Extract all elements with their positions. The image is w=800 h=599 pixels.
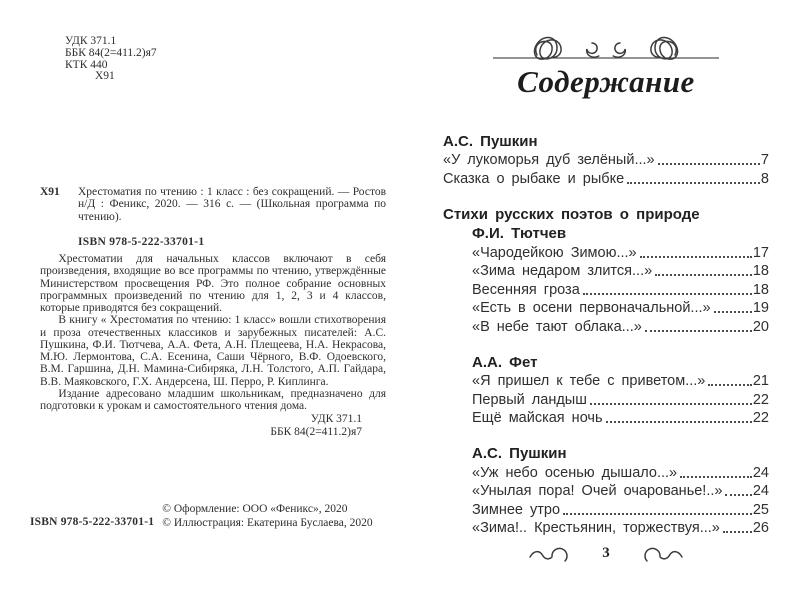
toc-entry-title: Весенняя гроза	[472, 281, 580, 298]
dot-leader	[655, 274, 752, 276]
toc-entry-page: 7	[760, 152, 769, 169]
toc-entry-page: 21	[752, 373, 769, 390]
dot-leader	[714, 311, 752, 313]
toc-entry	[472, 462, 769, 481]
dot-leader	[606, 421, 752, 423]
copyright-block	[162, 503, 372, 530]
annotation-paragraph: Хрестоматии для начальных классов включают в себя произведения, входящие во все программы по чтению, утверждённые Министерством просвещения РФ. Это полное собрание основных программных произведений по чтению для 1, 2, 3 и 4 классов, которые приводятся без сокращений.	[40, 253, 386, 314]
imprint-page	[30, 0, 386, 599]
dot-leader	[563, 513, 752, 515]
copyright-design: © Оформление: ООО «Феникс», 2020	[162, 503, 348, 515]
toc-entry	[472, 279, 769, 298]
toc-author-heading: А.С. Пушкин	[472, 444, 567, 462]
toc-entry	[472, 371, 769, 390]
dot-leader	[645, 330, 752, 332]
toc-entry-title: Ещё майская ночь	[472, 410, 603, 427]
toc-entry	[472, 518, 769, 537]
folio-page-number: 3	[602, 544, 610, 561]
dot-leader	[725, 494, 751, 496]
toc-entry-title: Первый ландыш	[472, 391, 587, 408]
toc-section-heading: Стихи русских поэтов о природе	[443, 206, 700, 224]
toc-entry-page: 26	[752, 520, 769, 537]
udk-code-repeat: УДК 371.1	[310, 413, 362, 426]
catalog-card	[40, 186, 386, 248]
toc-entry-page: 22	[752, 391, 769, 408]
catalog-card-description: Хрестоматия по чтению : 1 класс : без сокращений. — Ростов н/Д : Феникс, 2020. — 316 с. — (Школьная программа по чтению).	[78, 186, 386, 223]
dot-leader	[723, 531, 752, 533]
toc-entry-page: 8	[760, 170, 769, 187]
toc-entry	[472, 261, 769, 280]
annotation-paragraph: В книгу « Хрестоматия по чтению: 1 класс» вошли стихотворения и проза отечественных классиков и зарубежных писателей: А.С. Пушкина, Ф.И. Тютчева, А.А. Фета, А.Н. Плещеева, Н.А. Некрасова, М.Ю. Лермонтова, С.А. Есенина, Саши Чёрного, В.Ф. Одоевского, В.М. Гаршина, Д.Н. Мамина-Сибиряка, Л.Н. Толстого, А.П. Гайдара, В.В. Маяковского, Г.Х. Андерсена, Ш. Перро, Р. Киплинга.	[40, 314, 386, 388]
toc-entry	[472, 481, 769, 500]
toc-entry-title: «В небе тают облака...»	[472, 318, 642, 335]
toc-author-heading: А.А. Фет	[472, 353, 538, 371]
toc-entry-title: «Чародейкою Зимою...»	[472, 244, 637, 261]
toc-entry-page: 18	[752, 281, 769, 298]
dot-leader	[640, 256, 752, 258]
toc-entry-page: 22	[752, 410, 769, 427]
header-flourish-ornament	[491, 34, 721, 62]
toc-entry-page: 24	[752, 464, 769, 481]
bibliographic-codes-repeat	[40, 413, 386, 439]
ktk-code: КТК 440	[65, 58, 108, 71]
toc-entry-page: 24	[752, 483, 769, 500]
page-footer	[443, 543, 769, 563]
footer-swirl-left-icon	[528, 543, 572, 563]
annotation-paragraph: Издание адресовано младшим школьникам, предназначено для подготовки к урокам и самостоятельного чтения дома.	[40, 387, 386, 412]
dot-leader	[583, 293, 752, 295]
catalog-card-label: Х91	[40, 186, 60, 198]
bbk-code-repeat: ББК 84(2=411.2)я7	[270, 426, 362, 439]
toc-entry	[472, 316, 769, 335]
toc-entry-title: Зимнее утро	[472, 501, 561, 518]
udk-code: УДК 371.1	[65, 35, 117, 47]
table-of-contents	[443, 131, 769, 536]
contents-page	[443, 0, 769, 599]
toc-author-heading: Ф.И. Тютчев	[472, 224, 567, 242]
bibliographic-codes-block	[65, 36, 157, 83]
isbn-number-bottom: ISBN 978-5-222-33701-1	[30, 515, 155, 528]
dot-leader	[590, 403, 752, 405]
toc-entry-title: Сказка о рыбаке и рыбке	[443, 170, 625, 187]
dot-leader	[658, 163, 760, 165]
toc-entry-title: «Зима недаром злится...»	[472, 263, 653, 280]
footer-swirl-right-icon	[640, 543, 684, 563]
contents-title: Содержание	[517, 64, 695, 99]
toc-entry-title: «Я пришел к тебе с приветом...»	[472, 373, 706, 390]
toc-entry-title: «Уж небо осенью дышало...»	[472, 464, 678, 481]
toc-entry-title: «Есть в осени первоначальной...»	[472, 300, 711, 317]
toc-author-heading: А.С. Пушкин	[443, 132, 538, 150]
toc-entry	[472, 499, 769, 518]
toc-entry	[443, 150, 769, 169]
author-sign-code: Х91	[95, 70, 115, 83]
annotation-block	[40, 253, 386, 439]
dot-leader	[627, 182, 760, 184]
toc-entry	[443, 168, 769, 187]
isbn-number: ISBN 978-5-222-33701-1	[78, 235, 205, 248]
toc-entry-page: 20	[752, 318, 769, 335]
toc-entry-page: 25	[752, 501, 769, 518]
toc-entry-title: «Унылая пора! Очей очарованье!..»	[472, 483, 723, 500]
toc-entry-title: «У лукоморья дуб зелёный...»	[443, 152, 655, 169]
toc-entry	[472, 242, 769, 261]
copyright-illustration: © Иллюстрация: Екатерина Буслаева, 2020	[162, 516, 373, 529]
toc-entry-title: «Зима!.. Крестьянин, торжествуя...»	[472, 520, 720, 537]
colophon	[30, 503, 386, 530]
dot-leader	[680, 476, 752, 478]
bbk-code: ББК 84(2=411.2)я7	[65, 46, 157, 59]
toc-entry-page: 17	[752, 244, 769, 261]
toc-entry	[472, 408, 769, 427]
toc-entry	[472, 298, 769, 317]
toc-entry-page: 18	[752, 263, 769, 280]
toc-entry	[472, 389, 769, 408]
dot-leader	[708, 384, 752, 386]
toc-entry-page: 19	[752, 300, 769, 317]
